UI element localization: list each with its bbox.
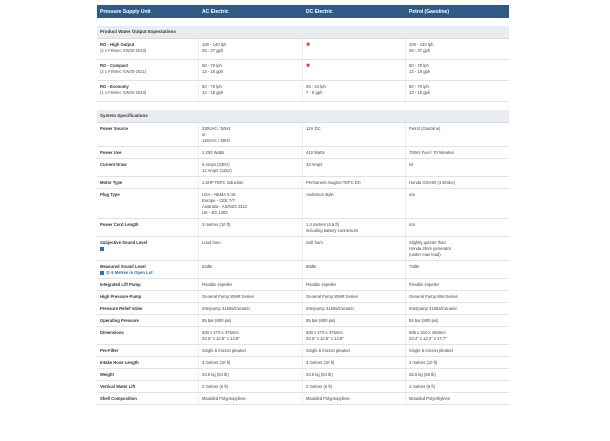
cell-line: Single 5 micron pleated [202,348,246,353]
row-label-cell [97,237,199,260]
petrol-cell [406,369,509,380]
petrol-cell [406,291,509,302]
cell-line: General Pump WM Series [409,294,458,299]
ac-cell [199,291,303,302]
row-label-cell [97,39,199,59]
ac-cell [199,39,303,59]
cell-line: Single 5 micron pleated [409,348,453,353]
cell-line: Moulded Polypropylene [306,396,350,401]
dc-cell [303,147,406,158]
cell-line: Interpump 31655/Ceramic [202,306,251,311]
ac-cell [199,381,303,392]
table-row [97,315,509,327]
ac-cell [199,81,303,101]
cell-line: 26 - 37 gph [409,48,431,53]
row-label: Intake Hose Length [100,360,139,365]
dc-cell [303,60,406,80]
row-label-cell [97,357,199,368]
row-label: Operating Pressure [100,318,139,323]
row-label-cell [97,345,199,356]
cell-line: 23.6" x 10.6" x 14.8" [306,336,344,341]
cell-line: 12 Amps (115V) [202,168,232,173]
ac-cell [199,261,303,278]
row-label: Subjective Sound Level [100,240,148,245]
cell-line: Single 5 micron pleated [306,348,350,353]
row-label: Pre-Filter [100,348,119,353]
ac-cell [199,123,303,146]
petrol-cell [406,177,509,188]
dc-cell [303,315,406,326]
cell-line: 24.5 kg (54 lb) [306,372,333,377]
ac-cell [199,327,303,344]
cell-line: Slightly quieter than [409,240,446,245]
row-label-cell [97,60,199,80]
table-row [97,291,509,303]
cell-line: 700ml Fuel / 70 Minutes [409,150,454,155]
ac-cell [199,60,303,80]
row-label-cell [97,81,199,101]
cell-line: 58dB [306,264,316,269]
video-icon[interactable] [100,247,104,251]
table-row [97,261,509,279]
table-row [97,303,509,315]
dc-cell [303,81,406,101]
row-sublabel: (2 x Filmtec SW30-2521) [100,69,147,74]
cell-line: (under max load) [409,252,441,257]
cell-line: 73dB [409,264,419,269]
cell-line: 3 metres (10 ft) [306,360,335,365]
petrol-cell [406,327,509,344]
header-cell: Petrol (Gasoline) [409,8,450,15]
row-label-cell [97,189,199,218]
dc-cell [303,159,406,176]
row-label: Current Draw [100,162,127,167]
petrol-cell [406,147,509,158]
cell-line: General Pump WMR Series [202,294,254,299]
ac-cell [199,237,303,260]
cell-line: 595 x 310 x 450mm [409,330,446,335]
row-label-cell [97,291,199,302]
cell-line: n/a [409,222,415,227]
dc-cell [303,177,406,188]
cell-line: Moulded Polypropylene [202,396,246,401]
cell-line: 7 - 9 gph [306,90,323,95]
row-label-cell [97,159,199,176]
video-icon[interactable] [100,271,104,275]
row-label: Measured Sound Level [100,264,146,269]
cell-line: 115VAC / 60Hz [202,138,231,143]
cell-line: 55 bar (800 psi) [202,318,232,323]
cell-line: Honda GXH50 (4 stroke) [409,180,456,185]
spec-section [97,123,509,405]
cell-line: 13 - 18 gph [202,90,224,95]
cell-line: Soft hum [306,240,323,245]
cell-line: Petrol (Gasoline) [409,126,441,131]
cell-line: 55 bar (800 psi) [409,318,439,323]
cell-line: including battery connectors [306,228,359,233]
spacer [97,102,509,110]
ac-cell [199,315,303,326]
sound-level-link-wrapper [100,270,195,276]
row-label: Power Cord Length [100,222,139,227]
table-row [97,81,509,102]
cell-line: Interpump 31655/Ceramic [306,306,355,311]
ac-cell [199,303,303,314]
row-label: RO - Economy [100,84,129,89]
cell-line: Europe - CEE 7/7 [202,198,235,203]
row-label: Power Use [100,150,122,155]
cell-line: 24.5 kg (54 lb) [202,372,229,377]
table-row [97,327,509,345]
dc-cell [303,39,406,59]
row-label-cell [97,393,199,404]
cell-line: General Pump WMR Series [306,294,358,299]
dc-cell [303,123,406,146]
cell-line: 33 Amps [306,162,323,167]
petrol-cell [406,60,509,80]
ac-cell [199,147,303,158]
dc-cell [303,279,406,290]
row-label: Weight [100,372,114,377]
petrol-cell [406,279,509,290]
table-row [97,189,509,219]
table-row [97,39,509,60]
section-title-system: System Specifications [97,110,509,123]
petrol-cell [406,357,509,368]
table-row [97,219,509,237]
cell-line: Honda 2kVA generator [409,246,452,251]
dc-cell [303,327,406,344]
row-label-cell [97,303,199,314]
cell-line: Flexible impeller [202,282,233,287]
cell-line: UK - BS 1363 [202,210,228,215]
cell-line: 23.6" x 10.6" x 14.8" [202,336,240,341]
row-label: Motor Type [100,180,123,185]
cell-line: 1,250 Watts [202,150,225,155]
petrol-cell [406,39,509,59]
header-cell: AC Electric [202,8,229,15]
ac-cell [199,189,303,218]
not-available-icon: ✖ [306,63,311,69]
cell-line: 13 - 18 gph [202,69,224,74]
ac-cell [199,159,303,176]
comparison-table [97,5,509,405]
cell-line: 410 Watts [306,150,325,155]
cell-line: 230VAC / 50Hz [202,126,231,131]
spacer [97,18,509,26]
not-available-icon: ✖ [306,42,311,48]
cell-line: 3 metres (10 ft) [202,360,231,365]
dc-cell [303,237,406,260]
table-row [97,237,509,261]
row-label-cell [97,369,199,380]
dc-cell [303,303,406,314]
ac-cell [199,393,303,404]
cell-line: 62dB [202,264,212,269]
table-header [97,5,509,18]
row-label: Pressure Relief Valve [100,306,143,311]
ac-cell [199,345,303,356]
row-label-cell [97,123,199,146]
cell-line: 12V DC [306,126,321,131]
petrol-cell [406,159,509,176]
dc-cell [303,261,406,278]
cell-line: Flexible impeller [306,282,337,287]
table-row [97,159,509,177]
row-label-cell [97,261,199,278]
table-row [97,177,509,189]
table-row [97,369,509,381]
cell-line: USA - NEMA 5-15 [202,192,236,197]
petrol-cell [406,189,509,218]
petrol-cell [406,123,509,146]
dc-cell [303,219,406,236]
table-row [97,123,509,147]
sound-level-link[interactable]: @ 6 Metres in Open Lot [106,270,153,275]
cell-line: 100 - 140 lph [409,42,434,47]
row-label-cell [97,147,199,158]
cell-line: 13 - 18 gph [409,90,431,95]
cell-line: 3 metres (10 ft) [202,222,231,227]
cell-line: 1.5HP TEFC induction [202,180,244,185]
cell-line: Interpump 31655/Ceramic [409,306,458,311]
cell-line: Permanent magnet TEFC DC [306,180,361,185]
dc-cell [303,381,406,392]
cell-line: 3 metres (10 ft) [409,360,438,365]
petrol-cell [406,237,509,260]
cell-line: 2 metres (6 ft) [306,384,333,389]
ac-cell [199,369,303,380]
petrol-cell [406,303,509,314]
row-label-cell [97,381,199,392]
cell-line: Flexible impeller [409,282,440,287]
dc-cell [303,291,406,302]
cell-line: 2 metres (6 ft) [202,384,229,389]
ac-cell [199,177,303,188]
header-cell: Pressure Supply Unit [100,8,151,15]
row-label: Shell Composition [100,396,137,401]
cell-line: 23.4" x 12.2" x 17.7" [409,336,447,341]
row-label: RO - High Output [100,42,135,47]
dc-cell [303,345,406,356]
cell-line: Loud hum [202,240,221,245]
cell-line: or [202,132,206,137]
row-sublabel: (2 x Filmtec SW30-2540) [100,48,147,53]
petrol-cell [406,315,509,326]
row-label: Dimensions [100,330,124,335]
water-section [97,39,509,102]
row-label: Plug Type [100,192,120,197]
table-row [97,279,509,291]
cell-line: Moulded Polyethylene [409,396,451,401]
row-label-cell [97,279,199,290]
ac-cell [199,219,303,236]
cell-line: 50 - 70 lph [202,84,222,89]
cell-line: 1.4 metres (4.5 ft) [306,222,340,227]
cell-line: 50 - 70 lph [409,63,429,68]
dc-cell [303,189,406,218]
row-label-cell [97,177,199,188]
petrol-cell [406,393,509,404]
cell-line: 100 - 140 lph [202,42,227,47]
cell-line: 26 - 37 gph [202,48,224,53]
row-sublabel: (1 x Filmtec SW30-2540) [100,90,147,95]
ac-cell [199,279,303,290]
row-label-cell [97,219,199,236]
cell-line: 13 - 18 gph [409,69,431,74]
cell-line: Anderson style [306,192,334,197]
cell-line: nil [409,162,414,167]
row-label-cell [97,327,199,344]
cell-line: Australia - AS/NZS 3112 [202,204,248,209]
petrol-cell [406,345,509,356]
table-row [97,345,509,357]
cell-line: 600 x 270 x 375mm [202,330,239,335]
section-title-water: Product Water Output Expectations [97,26,509,39]
cell-line: 26 - 34 lph [306,84,326,89]
cell-line: 600 x 270 x 375mm [306,330,343,335]
petrol-cell [406,261,509,278]
table-row [97,60,509,81]
cell-line: 6 Amps (230V) [202,162,230,167]
table-row [97,357,509,369]
dc-cell [303,369,406,380]
row-label-cell [97,315,199,326]
cell-line: 26.5 kg (58 lb) [409,372,436,377]
ac-cell [199,357,303,368]
row-label: High Pressure Pump [100,294,142,299]
cell-line: 2 metres (6 ft) [409,384,436,389]
dc-cell [303,357,406,368]
petrol-cell [406,219,509,236]
table-row [97,381,509,393]
cell-line: 55 bar (800 psi) [306,318,336,323]
dc-cell [303,393,406,404]
row-label: Vertical Water Lift [100,384,136,389]
petrol-cell [406,81,509,101]
row-label: Power Source [100,126,128,131]
cell-line: 50 - 70 lph [409,84,429,89]
header-cell: DC Electric [306,8,333,15]
cell-line: n/a [409,192,415,197]
table-row [97,147,509,159]
row-label: Integrated Lift Pump [100,282,141,287]
petrol-cell [406,381,509,392]
cell-line: 50 - 70 lph [202,63,222,68]
row-label: RO - Compact [100,63,128,68]
table-row [97,393,509,405]
